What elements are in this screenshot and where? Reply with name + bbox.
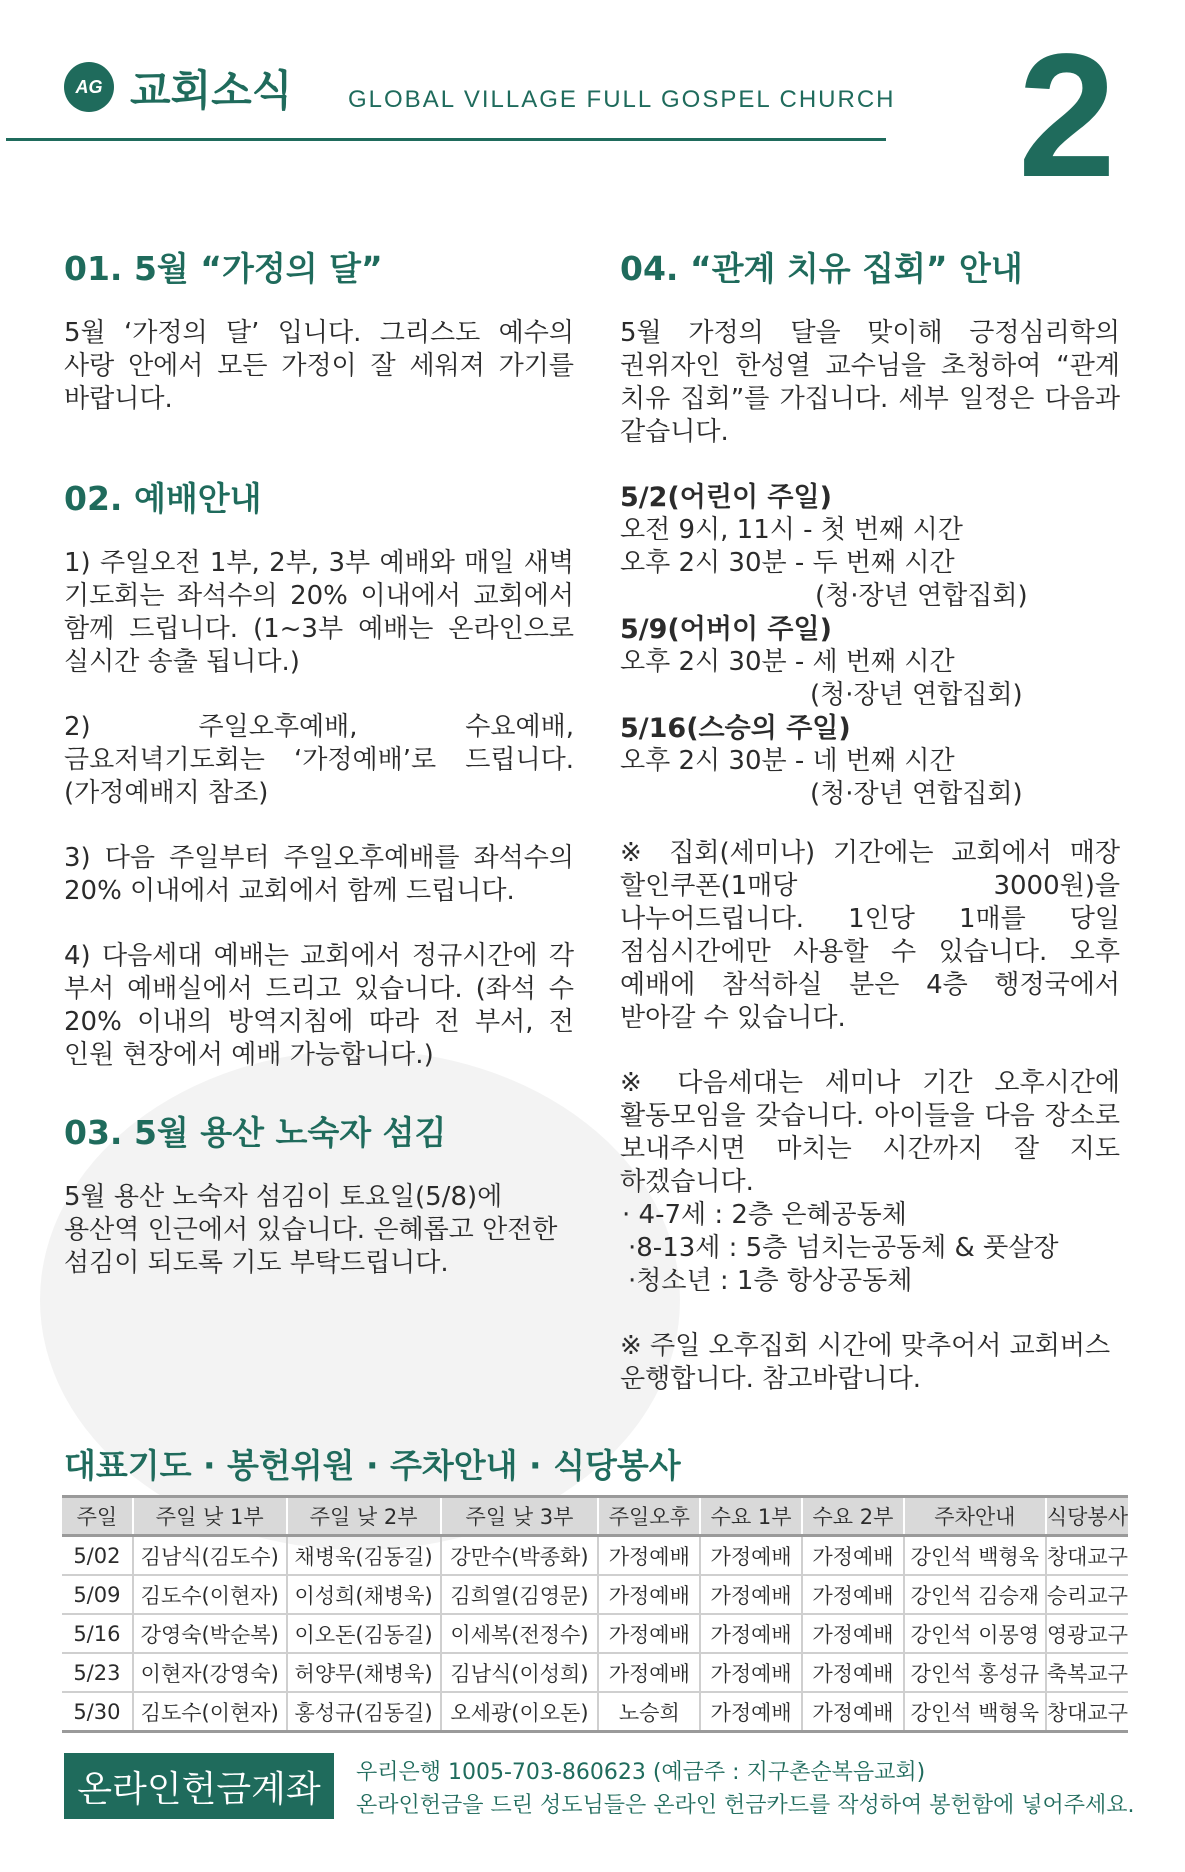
table-cell: 강인석 홍성규 [904, 1653, 1046, 1692]
duty-table [62, 1495, 1128, 1733]
table-cell: 강인석 백형욱 [904, 1692, 1046, 1732]
column-header: 주일 낮 2부 [287, 1497, 441, 1536]
next-generation-note: ※ 다음세대는 세미나 기간 오후시간에 활동모임을 갖습니다. 아이들을 다음 장소로 보내주시면 마치는 시간까지 잘 지도 하겠습니다. [620, 1067, 1120, 1197]
section-title: 02. 예배안내 [64, 478, 262, 518]
section-worship-guide [64, 478, 574, 1072]
table-cell: 창대교구 [1046, 1536, 1128, 1576]
table-cell: 강인석 백형욱 [904, 1536, 1046, 1576]
table-header-row [62, 1497, 1128, 1536]
duty-table-title: 대표기도 · 봉헌위원 · 주차안내 · 식당봉사 [64, 1446, 681, 1485]
table-cell: 가정예배 [700, 1614, 802, 1653]
column-header: 식당봉사 [1046, 1497, 1128, 1536]
section-family-month [64, 248, 574, 416]
column-header: 주일 낮 1부 [133, 1497, 287, 1536]
table-row [62, 1536, 1128, 1576]
church-logo: AG [64, 62, 114, 112]
group-item: · 4-7세 : 2층 은혜공동체 [622, 1199, 907, 1230]
table-cell: 강인석 김승재 [904, 1575, 1046, 1614]
section-title: 04. “관계 치유 집회” 안내 [620, 249, 1023, 288]
table-cell: 김도수(이현자) [133, 1575, 287, 1614]
page-number: 2 [1018, 18, 1116, 214]
table-cell: 5/09 [62, 1575, 133, 1614]
table-cell: 축복교구 [1046, 1653, 1128, 1692]
table-cell: 김희열(김영문) [441, 1575, 599, 1614]
section-title: 01. 5월 “가정의 달” [64, 249, 383, 288]
table-cell: 가정예배 [598, 1575, 700, 1614]
table-cell: 가정예배 [802, 1536, 904, 1576]
schedule-note: (청·장년 연합집회) [810, 679, 1023, 710]
table-cell: 이세복(전정수) [441, 1614, 599, 1653]
column-header: 주일오후 [598, 1497, 700, 1536]
table-cell: 김남식(이성희) [441, 1653, 599, 1692]
column-header: 수요 1부 [700, 1497, 802, 1536]
schedule-date-1: 5/2(어린이 주일) [620, 481, 832, 513]
schedule-line: 오후 2시 30분 - 두 번째 시간 [620, 547, 955, 578]
online-offering-badge: 온라인헌금계좌 [64, 1753, 334, 1819]
table-cell: 가정예배 [598, 1614, 700, 1653]
table-cell: 창대교구 [1046, 1692, 1128, 1732]
table-cell: 가정예배 [700, 1692, 802, 1732]
table-cell: 이성희(채병욱) [287, 1575, 441, 1614]
table-row [62, 1653, 1128, 1692]
worship-item-2: 2) 주일오후예배, 수요예배, 금요저녁기도회는 ‘가정예배’로 드립니다. (가정예배지 참조) [64, 711, 574, 808]
column-header: 주차안내 [904, 1497, 1046, 1536]
left-column [64, 248, 574, 1310]
coupon-note: ※ 집회(세미나) 기간에는 교회에서 매장 할인쿠폰(1매당 3000원)을 나누어드립니다. 1인당 1매를 당일 점심시간에만 사용할 수 있습니다. 오후 예배에 참석하실 분은 4층 행정국에서 받아갈 수 있습니다. [620, 837, 1120, 1033]
column-header: 주일 [62, 1497, 133, 1536]
table-cell: 오세광(이오돈) [441, 1692, 599, 1732]
header-divider [6, 138, 886, 141]
group-item: ·청소년 : 1층 항상공동체 [628, 1265, 913, 1296]
right-column [620, 248, 1120, 1396]
table-cell: 가정예배 [700, 1575, 802, 1614]
worship-item-1: 1) 주일오전 1부, 2부, 3부 예배와 매일 새벽 기도회는 좌석수의 20% 이내에서 교회에서 함께 드립니다. (1~3부 예배는 온라인으로 실시간 송출 됩니다.) [64, 547, 574, 677]
schedule [620, 481, 1120, 811]
healing-intro: 5월 가정의 달을 맞이해 긍정심리학의 권위자인 한성열 교수님을 초청하여 “관계 치유 집회”를 가집니다. 세부 일정은 다음과 같습니다. [620, 317, 1120, 447]
table-cell: 강영숙(박순복) [133, 1614, 287, 1653]
table-cell: 가정예배 [700, 1536, 802, 1576]
table-cell: 가정예배 [802, 1614, 904, 1653]
table-cell: 강만수(박종화) [441, 1536, 599, 1576]
section-title: 03. 5월 용산 노숙자 섬김 [64, 1112, 447, 1152]
table-cell: 이오돈(김동길) [287, 1614, 441, 1653]
table-cell: 채병욱(김동길) [287, 1536, 441, 1576]
section-body: 5월 용산 노숙자 섬김이 토요일(5/8)에 용산역 인근에서 있습니다. 은혜롭고 안전한 섬김이 되도록 기도 부탁드립니다. [64, 1181, 558, 1278]
section-body: 5월 ‘가정의 달’ 입니다. 그리스도 예수의 사랑 안에서 모든 가정이 잘 세워져 가기를 바랍니다. [64, 317, 574, 414]
table-row [62, 1575, 1128, 1614]
worship-item-4: 4) 다음세대 예배는 교회에서 정규시간에 각 부서 예배실에서 드리고 있습니다. (좌석 수 20% 이내의 방역지침에 따라 전 부서, 전 인원 현장에서 예배 가능합니다.) [64, 940, 574, 1070]
section-homeless-service [64, 1112, 574, 1280]
table-cell: 가정예배 [598, 1536, 700, 1576]
schedule-line: 오후 2시 30분 - 세 번째 시간 [620, 646, 955, 677]
table-cell: 5/23 [62, 1653, 133, 1692]
table-cell: 가정예배 [802, 1575, 904, 1614]
schedule-line: 오후 2시 30분 - 네 번째 시간 [620, 745, 955, 776]
table-cell: 5/16 [62, 1614, 133, 1653]
table-cell: 김도수(이현자) [133, 1692, 287, 1732]
table-cell: 승리교구 [1046, 1575, 1128, 1614]
column-header: 주일 낮 3부 [441, 1497, 599, 1536]
table-cell: 가정예배 [802, 1653, 904, 1692]
table-cell: 홍성규(김동길) [287, 1692, 441, 1732]
bus-note: ※ 주일 오후집회 시간에 맞추어서 교회버스 운행합니다. 참고바랍니다. [620, 1330, 1111, 1394]
worship-item-3: 3) 다음 주일부터 주일오후예배를 좌석수의 20% 이내에서 교회에서 함께 드립니다. [64, 842, 574, 906]
group-item: ·8-13세 : 5층 넘치는공동체 & 풋살장 [628, 1232, 1059, 1263]
table-cell: 가정예배 [598, 1653, 700, 1692]
schedule-line: 오전 9시, 11시 - 첫 번째 시간 [620, 514, 963, 545]
table-cell: 영광교구 [1046, 1614, 1128, 1653]
table-cell: 가정예배 [700, 1653, 802, 1692]
column-header: 수요 2부 [802, 1497, 904, 1536]
table-cell: 김남식(김도수) [133, 1536, 287, 1576]
offering-instruction: 온라인헌금을 드린 성도님들은 온라인 헌금카드를 작성하여 봉헌함에 넣어주세요. [356, 1793, 1135, 1818]
header [0, 0, 1185, 214]
church-name: GLOBAL VILLAGE FULL GOSPEL CHURCH [348, 86, 896, 113]
table-row [62, 1692, 1128, 1732]
table-cell: 노승희 [598, 1692, 700, 1732]
schedule-note: (청·장년 연합집회) [810, 778, 1023, 809]
table-cell: 허양무(채병욱) [287, 1653, 441, 1692]
bank-account: 우리은행 1005-703-860623 (예금주 : 지구촌순복음교회) [356, 1760, 926, 1785]
page-title: 교회소식 [130, 66, 293, 115]
schedule-date-3: 5/16(스승의 주일) [620, 712, 851, 744]
table-cell: 5/02 [62, 1536, 133, 1576]
table-cell: 가정예배 [802, 1692, 904, 1732]
table-cell: 5/30 [62, 1692, 133, 1732]
table-cell: 이현자(강영숙) [133, 1653, 287, 1692]
table-cell: 강인석 이몽영 [904, 1614, 1046, 1653]
schedule-date-2: 5/9(어버이 주일) [620, 613, 832, 645]
table-row [62, 1614, 1128, 1653]
schedule-note: (청·장년 연합집회) [815, 580, 1028, 611]
